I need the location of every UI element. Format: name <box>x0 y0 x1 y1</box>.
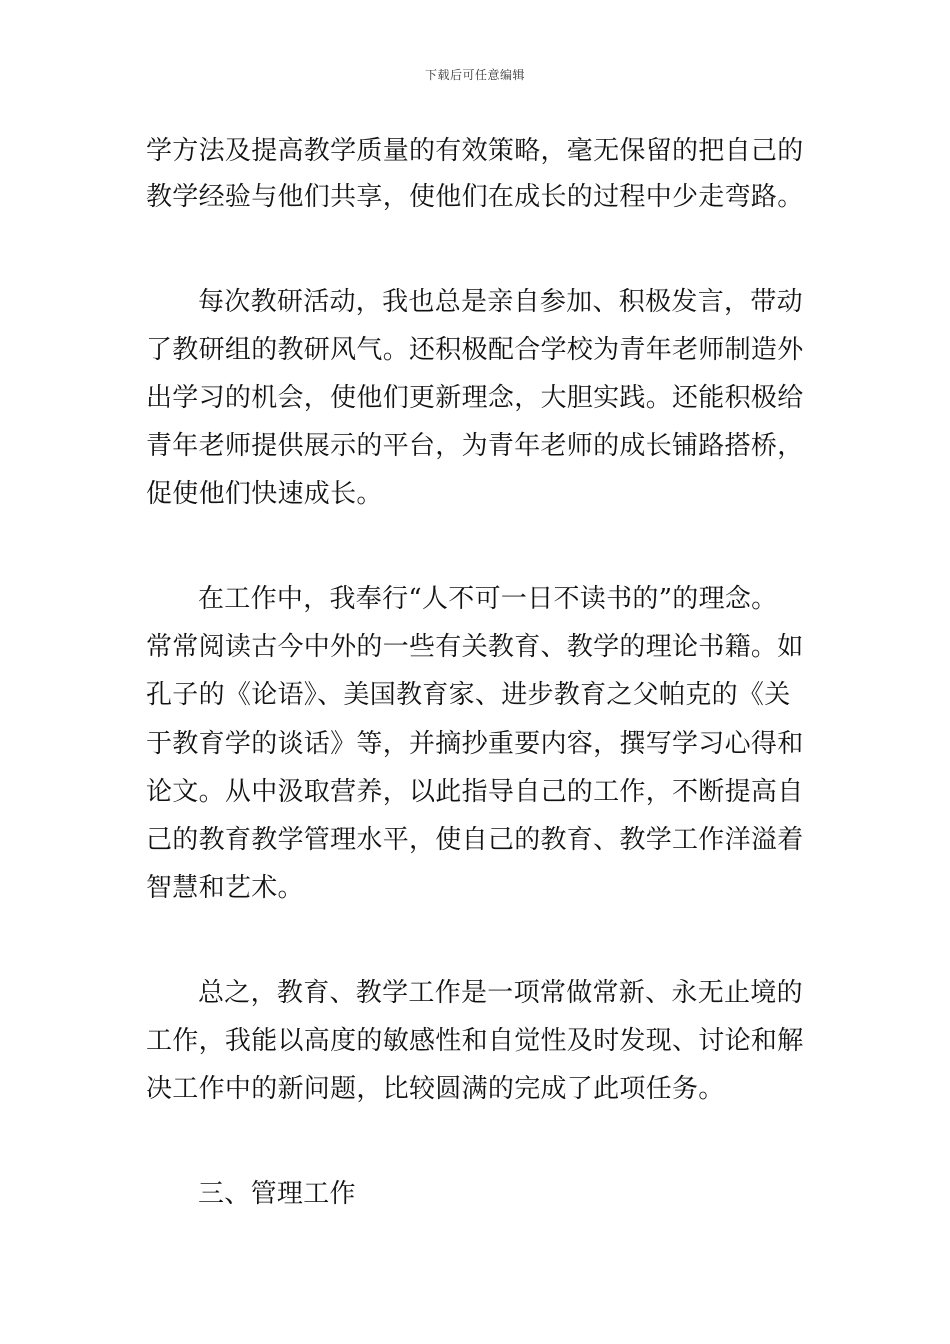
paragraph-3-line-1: 在工作中，我奉行“人不可一日不读书的”的理念。 <box>198 584 778 614</box>
paragraph-2-line-1: 每次教研活动，我也总是亲自参加、积极发言，带动 <box>198 287 803 317</box>
paragraph-2-line-3: 出学习的机会，使他们更新理念，大胆实践。还能积极给 <box>146 383 804 413</box>
paragraph-2-line-5: 促使他们快速成长。 <box>146 479 383 509</box>
paragraph-1-line-1: 学方法及提高教学质量的有效策略，毫无保留的把自己的 <box>146 136 804 166</box>
paragraph-4-line-2: 工作，我能以高度的敏感性和自觉性及时发现、讨论和解 <box>146 1026 804 1056</box>
paragraph-3-line-6: 己的教育教学管理水平，使自己的教育、教学工作洋溢着 <box>146 825 804 855</box>
section-heading: 三、管理工作 <box>198 1179 356 1209</box>
paragraph-2-line-4: 青年老师提供展示的平台，为青年老师的成长铺路搭桥， <box>146 431 804 461</box>
paragraph-4-line-3: 决工作中的新问题，比较圆满的完成了此项任务。 <box>146 1074 725 1104</box>
paragraph-3-line-3: 孔子的《论语》、美国教育家、进步教育之父帕克的《关 <box>146 680 791 710</box>
paragraph-2-line-2: 了教研组的教研风气。还积极配合学校为青年老师制造外 <box>146 335 804 365</box>
paragraph-3-line-5: 论文。从中汲取营养，以此指导自己的工作，不断提高自 <box>146 777 804 807</box>
paragraph-3-line-7: 智慧和艺术。 <box>146 873 304 903</box>
paragraph-3-line-2: 常常阅读古今中外的一些有关教育、教学的理论书籍。如 <box>146 632 804 662</box>
paragraph-1-line-2: 教学经验与他们共享，使他们在成长的过程中少走弯路。 <box>146 182 804 212</box>
paragraph-3-line-4: 于教育学的谈话》等，并摘抄重要内容，撰写学习心得和 <box>146 729 804 759</box>
page-header: 下载后可任意编辑 <box>424 68 525 82</box>
paragraph-4-line-1: 总之，教育、教学工作是一项常做常新、永无止境的 <box>198 978 803 1008</box>
